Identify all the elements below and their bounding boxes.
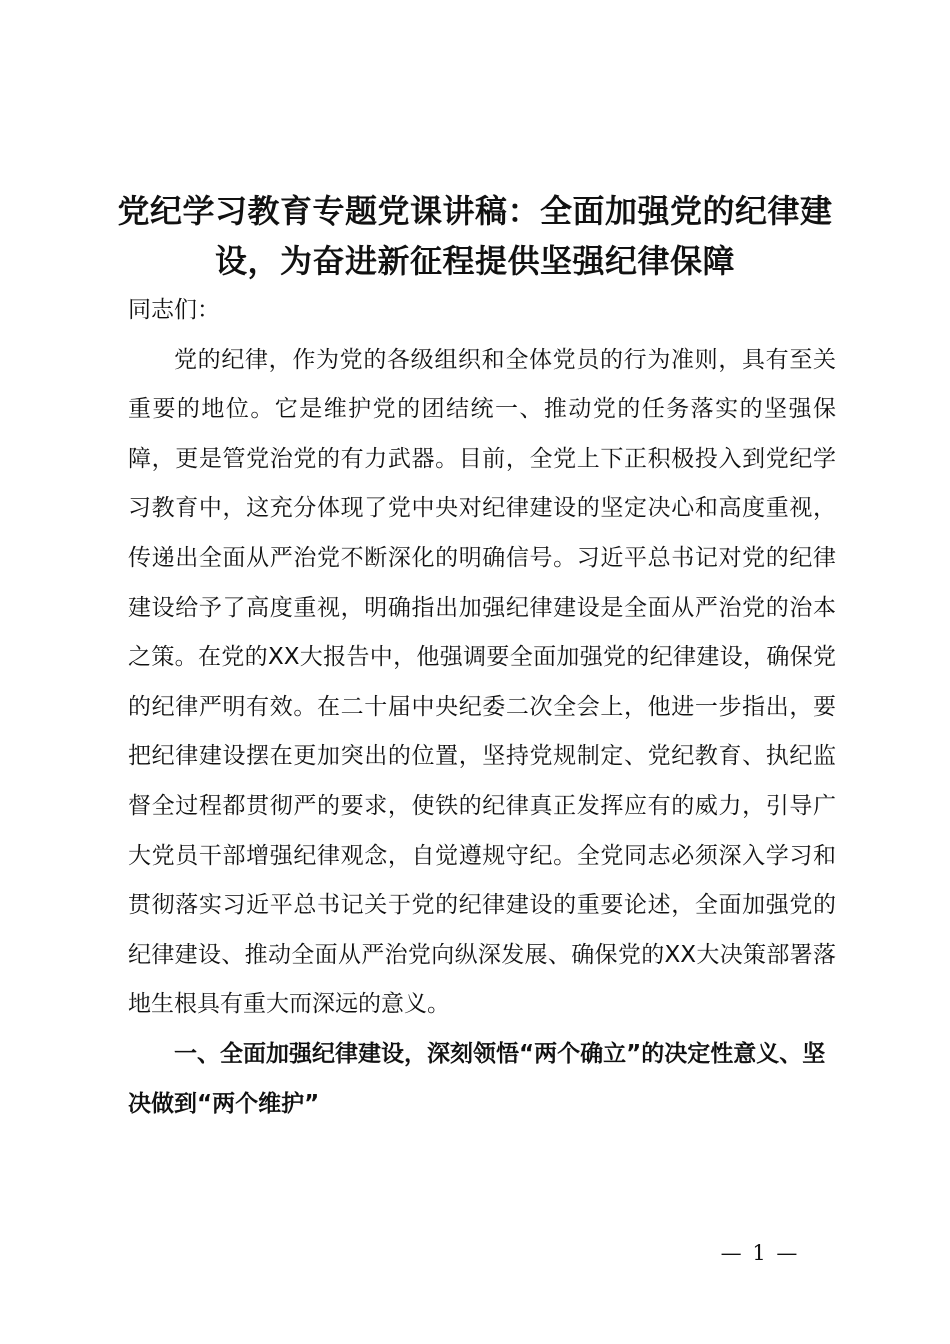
document-title: 党纪学习教育专题党课讲稿：全面加强党的纪律建设，为奋进新征程提供坚强纪律保障 [117,192,833,280]
page-number: — 1 — [720,1241,800,1265]
document-body [128,286,836,1129]
body-paragraph: 党的纪律，作为党的各级组织和全体党员的行为准则，具有至关重要的地位。它是维护党的团结统一、推动党的任务落实的坚强保障，更是管党治党的有力武器。目前，全党上下正积极投入到党纪学习教育中，这充分体现了党中央对纪律建设的坚定决心和高度重视，传递出全面从严治党不断深化的明确信号。习近平总书记对党的纪律建设给予了高度重视，明确指出加强纪律建设是全面从严治党的治本之策。在党的XX大报告中，他强调要全面加强党的纪律建设，确保党的纪律严明有效。在二十届中央纪委二次全会上，他进一步指出，要把纪律建设摆在更加突出的位置，坚持党规制定、党纪教育、执纪监督全过程都贯彻严的要求，使铁的纪律真正发挥应有的威力，引导广大党员干部增强纪律观念，自觉遵规守纪。全党同志必须深入学习和贯彻落实习近平总书记关于党的纪律建设的重要论述，全面加强党的纪律建设、推动全面从严治党向纵深发展、确保党的XX大决策部署落地生根具有重大而深远的意义。 [128,346,836,1018]
section-heading: 一、全面加强纪律建设，深刻领悟“两个确立”的决定性意义、坚决做到“两个维护” [128,1040,826,1117]
salutation: 同志们： [128,297,220,323]
